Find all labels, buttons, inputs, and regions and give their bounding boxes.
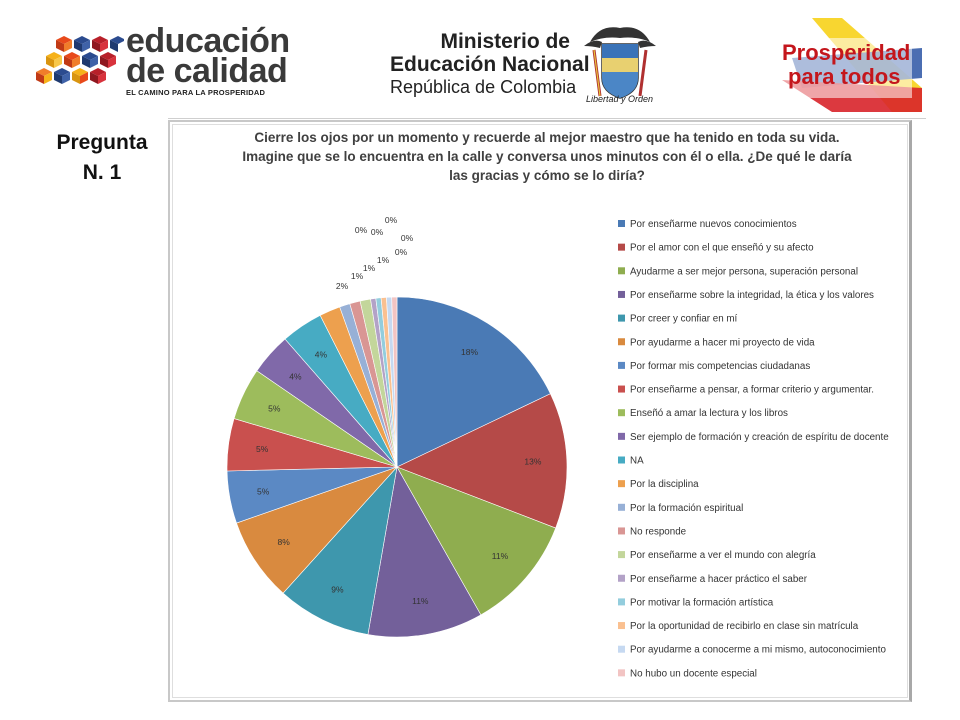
legend-swatch [618, 220, 625, 227]
legend-swatch [618, 338, 625, 345]
legend-label: Por la disciplina [630, 479, 699, 491]
legend-label: Por la formación espiritual [630, 502, 744, 514]
ministry-line2: Educación Nacional [390, 53, 590, 76]
legend-label: Por enseñarme a pensar, a formar criterio y argumentar. [630, 384, 874, 396]
slice-label: 0% [370, 227, 384, 237]
chart-title: Cierre los ojos por un momento y recuerde al mejor maestro que ha tenido en toda su vida. Imagine que se lo encuentra en la calle y conversa unos minutos con él o ella. ¿De qué le daría las gracias y cómo se lo diría? [242, 130, 852, 183]
legend-swatch [618, 433, 625, 440]
legend [618, 219, 889, 679]
slice-label: 9% [331, 584, 344, 595]
question-label-line1: Pregunta [56, 131, 148, 154]
legend-label: Ayudarme a ser mejor persona, superación personal [630, 266, 858, 278]
edu-title-line1: educación [126, 22, 290, 60]
slice-label: 0% [384, 215, 398, 225]
slice-label: 0% [400, 233, 414, 243]
educacion-de-calidad-logo [34, 24, 294, 98]
slice-label: 4% [314, 349, 328, 360]
slice-label: 11% [412, 596, 429, 606]
slice-label: 1% [350, 271, 364, 281]
legend-swatch [618, 244, 625, 251]
legend-label: Por enseñarme sobre la integridad, la ética y los valores [630, 289, 874, 301]
header-divider [168, 118, 926, 119]
legend-swatch [618, 551, 625, 558]
page-header [0, 0, 960, 118]
slice-label: 5% [268, 403, 281, 414]
legend-label: No hubo un docente especial [630, 668, 757, 680]
legend-swatch [618, 527, 625, 534]
legend-swatch [618, 622, 625, 629]
legend-swatch [618, 669, 625, 676]
legend-label: No responde [630, 526, 687, 538]
legend-label: Por el amor con el que enseñó y su afecto [630, 242, 814, 254]
legend-label: Por formar mis competencias ciudadanas [630, 360, 811, 372]
legend-label: Por enseñarme a ver el mundo con alegría [630, 550, 816, 562]
legend-swatch [618, 362, 625, 369]
slice-label: 2% [335, 281, 349, 291]
legend-swatch [618, 575, 625, 582]
legend-label: Por enseñarme nuevos conocimientos [630, 219, 797, 230]
slice-label: 13% [524, 456, 542, 467]
slice-label: 5% [256, 444, 269, 454]
slice-label: 0% [354, 225, 368, 235]
legend-label: Ser ejemplo de formación y creación de espíritu de docente [630, 431, 889, 443]
legend-label: Por ayudarme a hacer mi proyecto de vida [630, 337, 815, 349]
legend-swatch [618, 291, 625, 298]
ministry-line3: República de Colombia [390, 77, 577, 97]
legend-swatch [618, 457, 625, 464]
legend-swatch [618, 409, 625, 416]
motto: Libertad y Orden [586, 94, 654, 104]
slice-label: 1% [362, 263, 376, 273]
prosperity-line2: para todos [788, 64, 901, 89]
prosperity-line1: Prosperidad [782, 40, 911, 65]
question-number-label [40, 128, 164, 188]
ministry-line1: Ministerio de [440, 30, 570, 53]
legend-swatch [618, 646, 625, 653]
legend-swatch [618, 504, 625, 511]
legend-swatch [618, 598, 625, 605]
edu-title-line2: de calidad [126, 52, 288, 90]
edu-tagline: EL CAMINO PARA LA PROSPERIDAD [126, 88, 266, 97]
slice-label: 0% [394, 247, 408, 257]
legend-label: Por ayudarme a conocerme a mi mismo, autoconocimiento [630, 644, 886, 656]
legend-swatch [618, 480, 625, 487]
legend-label: Por la oportunidad de recibirlo en clase sin matrícula [630, 621, 859, 633]
pie-chart [172, 195, 908, 695]
ministry-logo [390, 30, 590, 98]
legend-swatch [618, 386, 625, 393]
slice-label: 18% [460, 347, 479, 357]
slice-label: 4% [289, 371, 302, 382]
legend-label: Por creer y confiar en mí [630, 313, 738, 325]
cubes-logo-icon [34, 30, 124, 92]
slice-label: 8% [277, 537, 290, 548]
slice-label: 5% [257, 486, 270, 497]
slice-label: 11% [491, 550, 509, 561]
question-label-line2: N. 1 [82, 161, 122, 184]
legend-label: Por motivar la formación artística [630, 597, 774, 609]
slice-label: 1% [376, 255, 390, 265]
legend-label: Por enseñarme a hacer práctico el saber [630, 573, 807, 585]
prosperidad-para-todos-logo [772, 18, 922, 112]
legend-label: Enseñó a amar la lectura y los libros [630, 408, 788, 420]
legend-swatch [618, 267, 625, 274]
legend-label: NA [630, 455, 644, 467]
legend-swatch [618, 315, 625, 322]
pie-slices [227, 297, 567, 637]
